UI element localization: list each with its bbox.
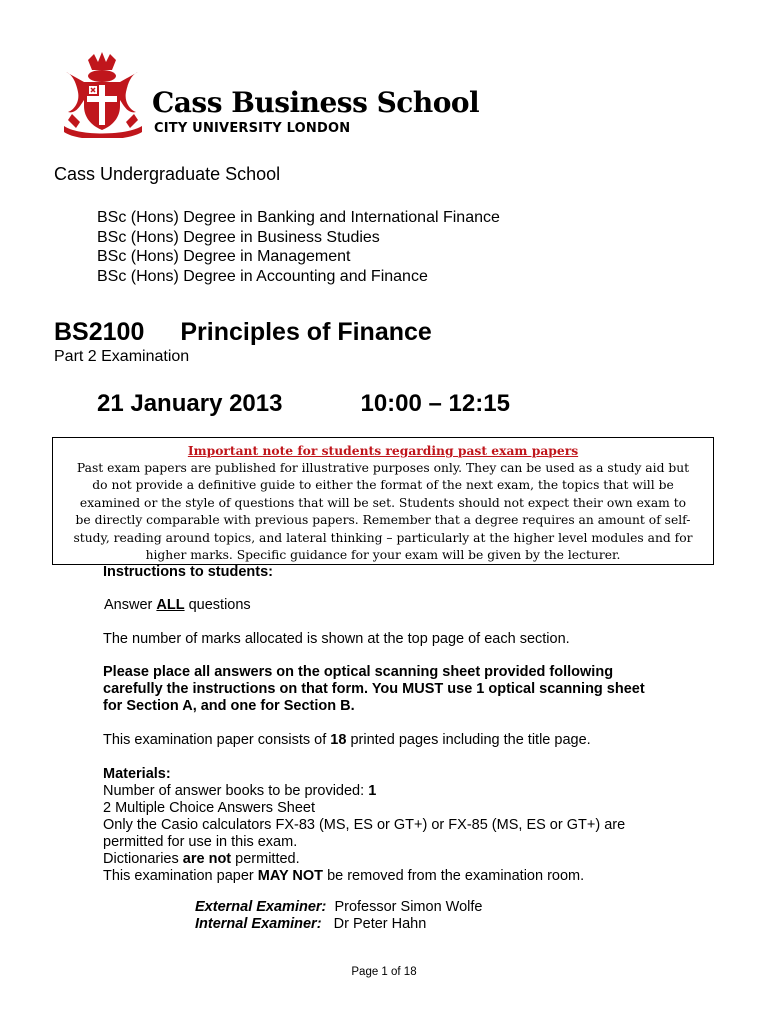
exam-part: Part 2 Examination — [54, 348, 190, 365]
dict-bold: are not — [182, 851, 232, 867]
calculators-line: permitted for use in this exam. — [103, 834, 298, 850]
notice-line: study, reading around topics, and lateral thinking – particularly at the higher level modules and for — [73, 530, 693, 545]
cass-crest-logo — [58, 52, 148, 138]
marks-note: The number of marks allocated is shown at the top page of each section. — [103, 631, 570, 647]
notice-line: examined or the style of questions that will be set. Students should not expect their own exam to — [79, 495, 687, 510]
course-name: Principles of Finance — [180, 318, 432, 346]
course-title — [54, 318, 432, 347]
remove-suffix: be removed from the examination room. — [327, 868, 585, 884]
answer-instruction — [104, 597, 251, 613]
removal-line — [103, 868, 625, 885]
remove-prefix: This examination paper — [103, 868, 254, 884]
external-examiner: External Examiner: Professor Simon Wolfe — [195, 899, 483, 915]
page-count-note — [103, 732, 591, 749]
answer-books-line — [103, 783, 625, 800]
degree-item: BSc (Hons) Degree in Management — [97, 248, 351, 265]
dict-suffix: permitted. — [235, 851, 300, 867]
degree-item: BSc (Hons) Degree in Business Studies — [97, 228, 380, 246]
degree-list — [97, 208, 500, 286]
page-footer: Page 1 of 18 — [351, 966, 417, 978]
notice-title: Important note for students regarding past exam papers — [187, 443, 579, 458]
exam-date: 21 January 2013 — [97, 390, 283, 417]
internal-examiner-label: Internal Examiner — [195, 916, 317, 932]
optical-sheet-note: Please place all answers on the optical scanning sheet provided following carefully the instructions on that form. You MUST use 1 optical scanning sheet for Section A, and one for Section B. — [103, 664, 645, 714]
calculators-line: Only the Casio calculators FX-83 (MS, ES or GT+) or FX-85 (MS, ES or GT+) are — [103, 817, 626, 833]
mc-sheet-line: 2 Multiple Choice Answers Sheet — [103, 800, 315, 816]
pages-count: 18 — [330, 732, 347, 748]
books-label: Number of answer books to be provided: — [103, 783, 365, 799]
notice-line: higher marks. Specific guidance for your exam will be given by the lecturer. — [145, 548, 621, 562]
school-name: Cass Business School — [152, 86, 480, 119]
notice-line: Past exam papers are published for illustrative purposes only. They can be used as a study aid but — [76, 460, 690, 475]
materials-heading: Materials: — [103, 766, 171, 782]
internal-examiner-name: Dr Peter Hahn — [333, 916, 427, 932]
answer-prefix: Answer — [104, 597, 153, 613]
school-subtitle: CITY UNIVERSITY LONDON — [154, 121, 351, 136]
dictionaries-line — [103, 851, 625, 868]
past-papers-notice — [52, 437, 714, 565]
external-examiner-name: Professor Simon Wolfe — [334, 899, 483, 915]
notice-line: be directly comparable with previous papers. Remember that a degree requires an amount of self- — [75, 513, 691, 527]
answer-suffix: questions — [188, 597, 251, 613]
course-code: BS2100 — [54, 318, 145, 346]
instructions-heading: Instructions to students: — [103, 564, 273, 580]
degree-item: BSc (Hons) Degree in Accounting and Finance — [97, 267, 428, 285]
internal-examiner: Internal Examiner: Dr Peter Hahn — [195, 916, 427, 932]
exam-datetime — [97, 390, 510, 418]
dict-prefix: Dictionaries — [103, 851, 179, 867]
answer-all: ALL — [156, 597, 185, 613]
undergraduate-school: Cass Undergraduate School — [54, 164, 281, 184]
books-value: 1 — [368, 783, 377, 799]
pages-prefix: This examination paper consists of — [103, 732, 327, 748]
external-examiner-label: External Examiner — [195, 899, 322, 915]
pages-suffix: printed pages including the title page. — [350, 732, 591, 748]
materials-section — [103, 766, 625, 885]
remove-bold: MAY NOT — [257, 868, 324, 884]
exam-time: 10:00 – 12:15 — [360, 390, 510, 417]
examiners — [195, 899, 482, 933]
degree-item: BSc (Hons) Degree in Banking and International Finance — [97, 209, 500, 226]
notice-line: do not provide a definitive guide to either the format of the next exam, the topics that will be — [92, 478, 674, 492]
